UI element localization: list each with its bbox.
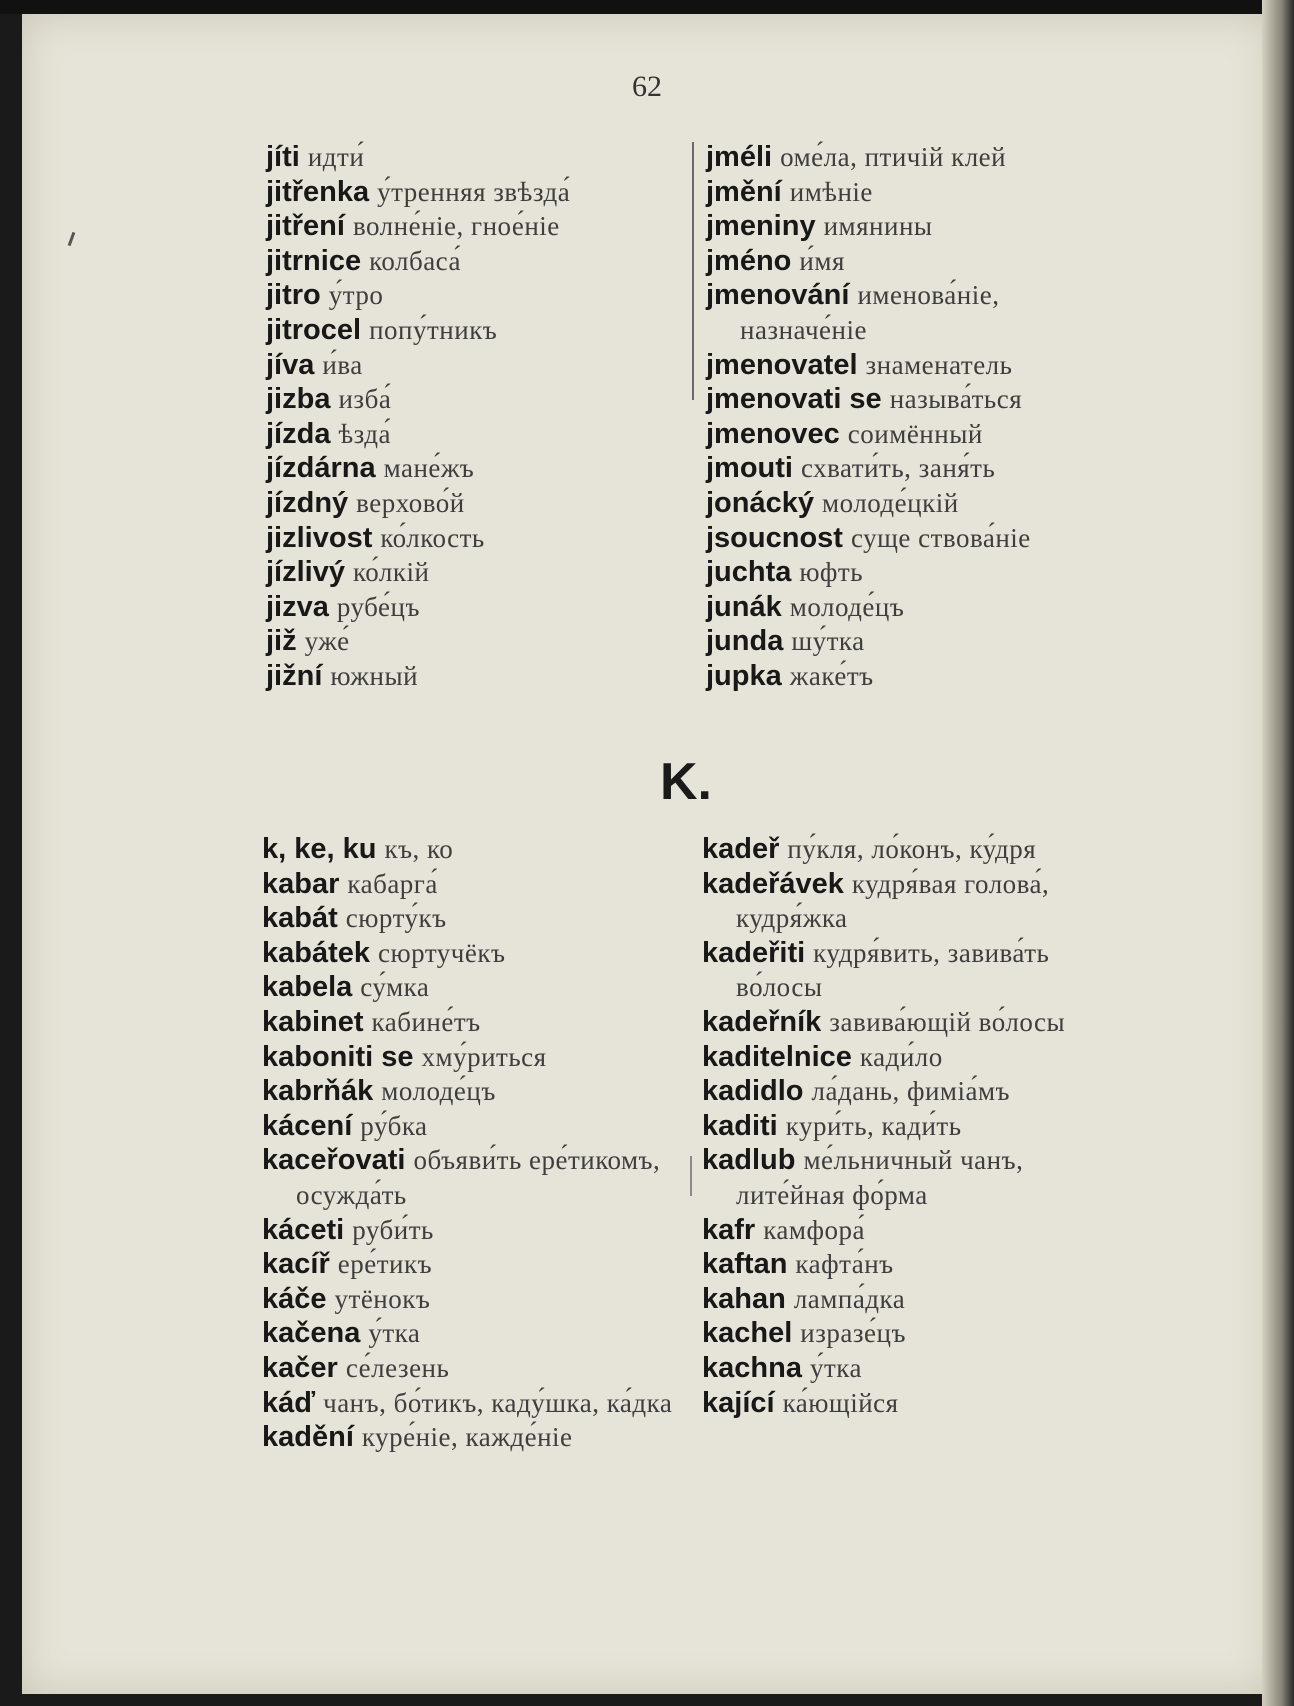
dictionary-entry	[702, 1109, 1122, 1144]
dictionary-entry	[262, 1143, 694, 1212]
entry-translation: лампа́дка	[793, 1283, 906, 1314]
entry-translation: руби́ть	[352, 1214, 434, 1245]
entry-translation: ме́льничный чанъ, лите́йная фо́рма	[736, 1145, 1024, 1210]
dictionary-entry	[266, 140, 706, 175]
entry-headword: jízlivý	[266, 556, 345, 589]
entry-headword: kabátek	[262, 936, 371, 969]
entry-headword: jmenovatel	[706, 348, 858, 381]
entry-translation: хму́риться	[421, 1041, 547, 1072]
entries-j-right-column	[706, 140, 1126, 694]
entry-headword: jizba	[266, 383, 331, 416]
dictionary-entry	[262, 1109, 694, 1144]
dictionary-entry	[266, 278, 706, 313]
dictionary-entry	[262, 867, 694, 902]
entry-headword: jitřenka	[266, 175, 370, 208]
dictionary-entry	[262, 1282, 694, 1317]
dictionary-entry	[706, 140, 1126, 175]
entry-headword: jitro	[266, 279, 321, 312]
entry-translation: кудря́вая голова́, кудря́жка	[736, 868, 1050, 934]
entry-translation: ѣзда́	[338, 418, 392, 449]
entry-translation: мане́жъ	[383, 453, 475, 484]
entry-translation: юфть	[799, 557, 864, 588]
entry-translation: именова́ніе, назначе́ніе	[740, 280, 1000, 345]
entry-translation: объяви́ть ере́тикомъ, осужда́ть	[296, 1145, 661, 1210]
entry-headword: juchta	[706, 556, 792, 589]
dictionary-entry	[702, 1316, 1122, 1351]
entry-headword: jmenování	[706, 279, 850, 312]
entry-headword: junda	[706, 625, 784, 658]
entry-translation: молоде́цкій	[822, 487, 959, 518]
dictionary-entry	[702, 832, 1122, 867]
entry-translation: у́тка	[809, 1352, 862, 1383]
entry-translation: къ, ко	[384, 834, 454, 864]
dictionary-entry	[702, 1213, 1122, 1248]
dictionary-entry	[266, 555, 706, 590]
entry-translation: сюртучёкъ	[378, 937, 506, 968]
dictionary-entry	[702, 1143, 1122, 1212]
entry-headword: jízdárna	[266, 452, 376, 485]
entry-headword: kaditelnice	[702, 1040, 852, 1073]
dictionary-entry	[266, 521, 706, 556]
entry-translation: жаке́тъ	[789, 660, 874, 691]
entry-headword: jmenovec	[706, 417, 840, 450]
entry-headword: kahan	[702, 1282, 786, 1315]
entry-translation: ла́дань, фиміа́мъ	[811, 1076, 1011, 1107]
entry-headword: kadeřiti	[702, 936, 806, 969]
dictionary-entry	[266, 590, 706, 625]
entry-translation: у́тро	[328, 280, 384, 311]
dictionary-entry	[706, 348, 1126, 383]
section-letter-k: K.	[660, 753, 712, 811]
entry-headword: jizlivost	[266, 521, 373, 554]
dictionary-entry	[702, 1351, 1122, 1386]
entry-translation: уже́	[304, 626, 350, 657]
entry-headword: jízda	[266, 417, 331, 450]
column-divider-top	[692, 142, 694, 400]
dictionary-entry	[262, 832, 694, 867]
entries-j-left-column	[266, 140, 706, 694]
dictionary-entry	[266, 659, 706, 694]
dictionary-entry	[266, 624, 706, 659]
dictionary-entry	[706, 278, 1126, 347]
entry-headword: jmouti	[706, 452, 793, 485]
entry-translation: шу́тка	[791, 626, 865, 657]
entry-translation: изразе́цъ	[800, 1318, 906, 1349]
entry-translation: сюрту́къ	[345, 903, 447, 934]
entry-translation: кабине́тъ	[371, 1006, 481, 1037]
dictionary-entry	[702, 936, 1122, 1005]
dictionary-entry	[262, 1316, 694, 1351]
dictionary-entry	[706, 590, 1126, 625]
entry-translation: имѣніе	[789, 176, 873, 207]
entry-translation: кабарга́	[347, 868, 438, 899]
entry-translation: оме́ла, птичій клей	[780, 142, 1007, 172]
dictionary-entry	[702, 1247, 1122, 1282]
dictionary-entry	[706, 382, 1126, 417]
page-number: 62	[632, 70, 662, 103]
entry-headword: kachna	[702, 1351, 802, 1384]
entry-translation: кудря́вить, завива́ть во́лосы	[736, 937, 1050, 1003]
dictionary-entry	[706, 244, 1126, 279]
entry-headword: kafr	[702, 1213, 756, 1246]
entry-headword: kající	[702, 1386, 775, 1419]
dictionary-entry	[266, 382, 706, 417]
entry-translation: изба́	[338, 384, 392, 415]
dictionary-entry	[262, 1351, 694, 1386]
entry-headword: k, ke, ku	[262, 833, 377, 865]
entry-translation: ко́лкость	[380, 522, 485, 553]
entry-translation: ка́ющійся	[782, 1387, 899, 1418]
entry-translation: куре́ніе, кажде́ніе	[361, 1422, 573, 1453]
entry-headword: kabar	[262, 867, 340, 900]
entry-translation: камфора́	[763, 1214, 865, 1245]
entry-translation: у́тренняя звѣзда́	[377, 176, 571, 207]
entry-headword: kacíř	[262, 1248, 330, 1281]
entry-headword: kadlub	[702, 1144, 796, 1177]
dictionary-entry	[702, 1040, 1122, 1075]
dictionary-entry	[702, 1074, 1122, 1109]
scan-top-edge	[0, 0, 1294, 14]
dictionary-entry	[266, 313, 706, 348]
entry-translation: се́лезень	[345, 1352, 450, 1383]
entry-headword: junák	[706, 590, 782, 623]
entry-headword: kabát	[262, 902, 338, 935]
entry-headword: kaditi	[702, 1109, 778, 1142]
entries-k-right-column	[702, 832, 1122, 1420]
entry-translation: суще ствова́ніе	[850, 522, 1031, 553]
dictionary-entry	[262, 1074, 694, 1109]
entry-headword: jízdný	[266, 486, 349, 519]
dictionary-entry	[266, 417, 706, 452]
entry-translation: ру́бка	[360, 1110, 428, 1141]
entry-headword: jitrocel	[266, 313, 362, 346]
entry-headword: jitrnice	[266, 244, 362, 277]
dictionary-entry	[702, 1282, 1122, 1317]
entry-headword: jizva	[266, 590, 329, 623]
entry-translation: имянины	[823, 211, 933, 242]
entry-translation: знаменатель	[865, 349, 1013, 380]
entry-headword: kačer	[262, 1351, 338, 1384]
entry-headword: káče	[262, 1282, 327, 1315]
entry-translation: соимённый	[847, 418, 983, 449]
entry-headword: kabinet	[262, 1005, 364, 1038]
dictionary-entry	[262, 1005, 694, 1040]
entry-headword: kaceřovati	[262, 1144, 406, 1177]
dictionary-entry	[262, 970, 694, 1005]
dictionary-entry	[706, 175, 1126, 210]
entry-translation: у́тка	[368, 1318, 421, 1349]
entry-translation: кури́ть, кади́ть	[785, 1110, 962, 1141]
entry-translation: и́мя	[799, 245, 845, 276]
dictionary-entry	[266, 451, 706, 486]
entry-headword: jitření	[266, 210, 345, 243]
dictionary-entry	[706, 486, 1126, 521]
entry-headword: kácení	[262, 1109, 353, 1142]
column-divider-bottom	[690, 1156, 692, 1196]
entry-headword: již	[266, 625, 297, 658]
entry-translation: молоде́цъ	[381, 1076, 496, 1107]
entry-translation: волне́ніе, гное́ніе	[352, 211, 560, 242]
dictionary-entry	[706, 451, 1126, 486]
entry-headword: kabrňák	[262, 1075, 374, 1108]
dictionary-entry	[702, 867, 1122, 936]
entry-headword: jsoucnost	[706, 521, 843, 554]
dictionary-entry	[262, 1420, 694, 1455]
entry-translation: южный	[330, 660, 419, 691]
entry-translation: называ́ться	[889, 384, 1023, 415]
dictionary-entry	[266, 348, 706, 383]
entry-translation: пу́кля, ло́конъ, ку́дря	[787, 834, 1037, 864]
entry-headword: jonácký	[706, 486, 814, 519]
dictionary-entry	[706, 659, 1126, 694]
entry-translation: и́ва	[322, 349, 363, 380]
dictionary-entry	[266, 486, 706, 521]
entry-translation: идти́	[307, 142, 365, 172]
dictionary-entry	[706, 624, 1126, 659]
entry-translation: чанъ, бо́тикъ, каду́шка, ка́дка	[323, 1387, 673, 1418]
entry-translation: ере́тикъ	[337, 1249, 433, 1280]
entry-translation: су́мка	[360, 972, 430, 1003]
entry-headword: jméli	[706, 141, 773, 173]
entry-translation: ко́лкій	[353, 557, 430, 588]
entry-translation: завива́ющій во́лосы	[829, 1006, 1066, 1037]
dictionary-entry	[706, 555, 1126, 590]
entry-translation: рубе́цъ	[336, 591, 420, 622]
dictionary-entry	[262, 1247, 694, 1282]
entry-headword: káď	[262, 1386, 316, 1419]
entry-translation: молоде́цъ	[789, 591, 905, 622]
dictionary-entry	[262, 1386, 694, 1421]
entry-headword: kabela	[262, 971, 353, 1004]
entry-translation: колбаса́	[369, 245, 461, 276]
entry-headword: káceti	[262, 1213, 345, 1246]
book-spine-edge	[1262, 0, 1294, 1706]
dictionary-entry	[702, 1005, 1122, 1040]
dictionary-entry	[262, 1040, 694, 1075]
dictionary-entry	[706, 209, 1126, 244]
dictionary-entry	[706, 521, 1126, 556]
entry-translation: кафта́нъ	[795, 1249, 894, 1280]
entry-headword: kaftan	[702, 1248, 788, 1281]
entry-translation: утёнокъ	[334, 1283, 431, 1314]
entry-headword: jmění	[706, 175, 782, 208]
entry-headword: kaboniti se	[262, 1040, 414, 1073]
entry-headword: kačena	[262, 1317, 361, 1350]
entry-headword: jíva	[266, 348, 315, 381]
entry-headword: kachel	[702, 1317, 793, 1350]
dictionary-entry	[262, 936, 694, 971]
entry-translation: верхово́й	[356, 487, 465, 518]
dictionary-entry	[702, 1386, 1122, 1421]
dictionary-entry	[706, 417, 1126, 452]
dictionary-entry	[266, 175, 706, 210]
dictionary-entry	[262, 1213, 694, 1248]
dictionary-entry	[262, 901, 694, 936]
entry-headword: kadeř	[702, 833, 780, 865]
entry-headword: kadidlo	[702, 1075, 804, 1108]
entry-translation: схвати́ть, заня́ть	[801, 453, 996, 484]
entry-headword: jupka	[706, 659, 782, 692]
entry-headword: jíti	[266, 141, 300, 173]
dictionary-entry	[266, 244, 706, 279]
entry-translation: кади́ло	[859, 1041, 943, 1072]
entry-headword: jméno	[706, 244, 792, 277]
entry-headword: kadeřník	[702, 1005, 822, 1038]
entry-headword: jmeniny	[706, 210, 816, 243]
entry-headword: kadění	[262, 1421, 354, 1454]
entries-k-left-column	[262, 832, 694, 1455]
dictionary-entry	[266, 209, 706, 244]
entry-headword: jižní	[266, 659, 323, 692]
entry-headword: kadeřávek	[702, 867, 844, 900]
entry-translation: попу́тникъ	[369, 314, 498, 345]
entry-headword: jmenovati se	[706, 383, 882, 416]
